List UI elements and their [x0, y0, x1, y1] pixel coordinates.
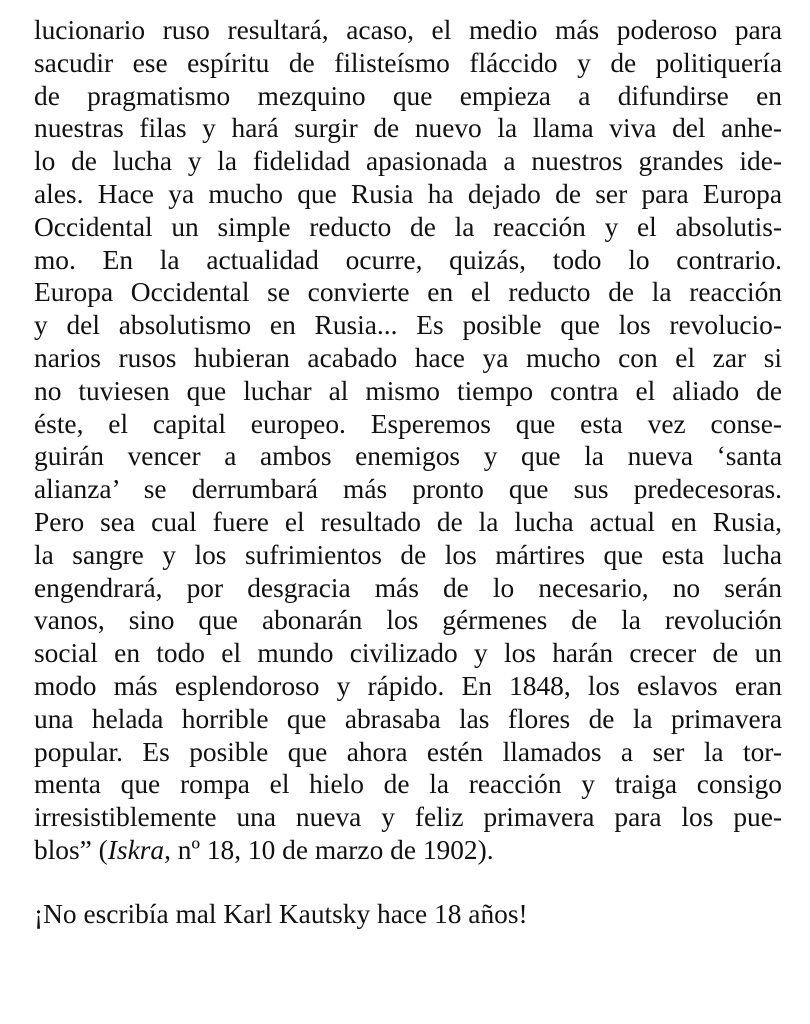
- text-line: y del absolutismo en Rusia... Es posible que los revolucio-: [34, 310, 782, 341]
- text-line-citation: [34, 834, 782, 867]
- closing-remark: ¡No escribía mal Karl Kautsky hace 18 años!: [34, 898, 528, 929]
- text-line: mo. En la actualidad ocurre, quizás, todo lo contrario.: [34, 244, 782, 275]
- text-line: sacudir ese espíritu de filisteísmo fláccido y de politiquería: [34, 47, 782, 78]
- text-line: no tuviesen que luchar al mismo tiempo contra el aliado de: [34, 375, 782, 406]
- text-line: engendrará, por desgracia más de lo necesario, no serán: [34, 572, 782, 603]
- citation-source-title: Iskra: [107, 834, 165, 865]
- text-line: Europa Occidental se convierte en el reducto de la reacción: [34, 277, 782, 308]
- text-line: alianza’ se derrumbará más pronto que sus predecesoras.: [34, 474, 782, 505]
- text-line: lucionario ruso resultará, acaso, el medio más poderoso para: [34, 15, 782, 45]
- text-line: irresistiblemente una nueva y feliz primavera para los pue-: [34, 802, 782, 833]
- text-line: Occidental un simple reducto de la reacción y el absolutis-: [34, 211, 782, 242]
- text-line: popular. Es posible que ahora estén llamados a ser la tor-: [34, 736, 782, 767]
- text-line: de pragmatismo mezquino que empieza a difundirse en: [34, 80, 782, 111]
- text-line: la sangre y los sufrimientos de los mártires que esta lucha: [34, 539, 782, 570]
- text-line: narios rusos hubieran acabado hace ya mucho con el zar si: [34, 342, 782, 373]
- text-line: éste, el capital europeo. Esperemos que esta vez conse-: [34, 408, 782, 439]
- text-line: una helada horrible que abrasaba las flores de la primavera: [34, 703, 782, 734]
- text-line: social en todo el mundo civilizado y los harán crecer de un: [34, 638, 782, 669]
- text-line: Pero sea cual fuere el resultado de la lucha actual en Rusia,: [34, 506, 782, 537]
- quote-paragraph: [34, 14, 782, 867]
- text-line: lo de lucha y la fidelidad apasionada a nuestros grandes ide-: [34, 146, 782, 177]
- citation-text-after: , nº 18, 10 de marzo de 1902).: [164, 834, 494, 865]
- text-line: modo más esplendoroso y rápido. En 1848, los eslavos eran: [34, 670, 782, 701]
- citation-text-before: blos” (: [34, 834, 108, 865]
- text-line: ales. Hace ya mucho que Rusia ha dejado de ser para Europa: [34, 178, 782, 209]
- text-line: guirán vencer a ambos enemigos y que la nueva ‘santa: [34, 441, 782, 472]
- text-line: nuestras filas y hará surgir de nuevo la llama viva del anhe-: [34, 113, 782, 144]
- document-page: [34, 14, 782, 931]
- text-line: vanos, sino que abonarán los gérmenes de la revolución: [34, 605, 782, 636]
- text-line: menta que rompa el hielo de la reacción y traiga consigo: [34, 769, 782, 800]
